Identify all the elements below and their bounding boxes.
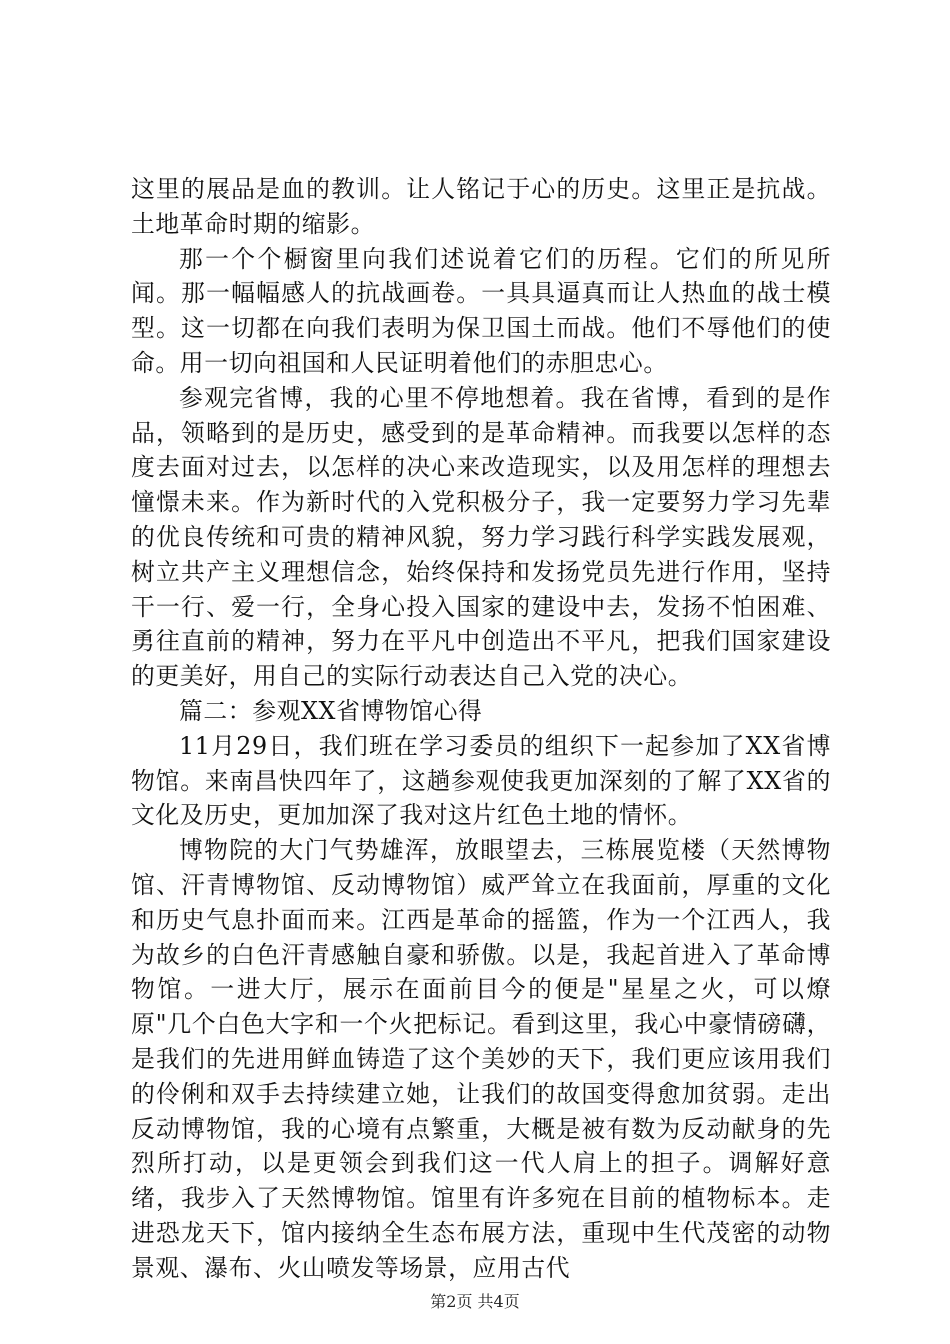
document-body (131, 172, 831, 1286)
paragraph-3: 参观完省博，我的心里不停地想着。我在省博，看到的是作品，领略到的是历史，感受到的是革命精神。而我要以怎样的态度去面对过去，以怎样的决心来改造现实，以及用怎样的理想去憧憬未来。作为新时代的入党积极分子，我一定要努力学习先辈的优良传统和可贵的精神风貌，努力学习践行科学实践发展观，树立共产主义理想信念，始终保持和发扬党员先进行作用，坚持干一行、爱一行，全身心投入国家的建设中去，发扬不怕困难、勇往直前的精神，努力在平凡中创造出不平凡，把我们国家建设的更美好，用自己的实际行动表达自己入党的决心。 (131, 383, 831, 691)
page-number-footer: 第2页 共4页 (430, 1292, 520, 1311)
paragraph-5: 博物院的大门气势雄浑，放眼望去，三栋展览楼（天然博物馆、汗青博物馆、反动博物馆）威严耸立在我面前，厚重的文化和历史气息扑面而来。江西是革命的摇篮，作为一个江西人，我为故乡的白色汗青感触自豪和骄傲。以是，我起首进入了革命博物馆。一进大厅，展示在面前目今的便是"星星之火，可以燎原"几个白色大字和一个火把标记。看到这里，我心中豪情磅礴，是我们的先进用鲜血铸造了这个美妙的天下，我们更应该用我们的伶俐和双手去持续建立她，让我们的故国变得愈加贫弱。走出反动博物馆，我的心境有点繁重，大概是被有数为反动献身的先烈所打动，以是更领会到我们这一代人肩上的担子。调解好意绪，我步入了天然博物馆。馆里有许多宛在目前的植物标本。走进恐龙天下，馆内接纳全生态布展方法，重现中生代茂密的动物景观、瀑布、火山喷发等场景，应用古代 (131, 836, 831, 1282)
paragraph-1: 这里的展品是血的教训。让人铭记于心的历史。这里正是抗战。土地革命时期的缩影。 (131, 175, 831, 238)
section-heading: 篇二：参观XX省博物馆心得 (179, 696, 483, 725)
paragraph-2: 那一个个橱窗里向我们述说着它们的历程。它们的所见所闻。那一幅幅感人的抗战画卷。一具具逼真而让人热血的战士模型。这一切都在向我们表明为保卫国土而战。他们不辱他们的使命。用一切向祖国和人民证明着他们的赤胆忠心。 (131, 244, 831, 377)
paragraph-4: 11月29日，我们班在学习委员的组织下一起参加了XX省博物馆。来南昌快四年了，这趟参观使我更加深刻的了解了XX省的文化及历史，更加加深了我对这片红色土地的情怀。 (131, 731, 831, 830)
